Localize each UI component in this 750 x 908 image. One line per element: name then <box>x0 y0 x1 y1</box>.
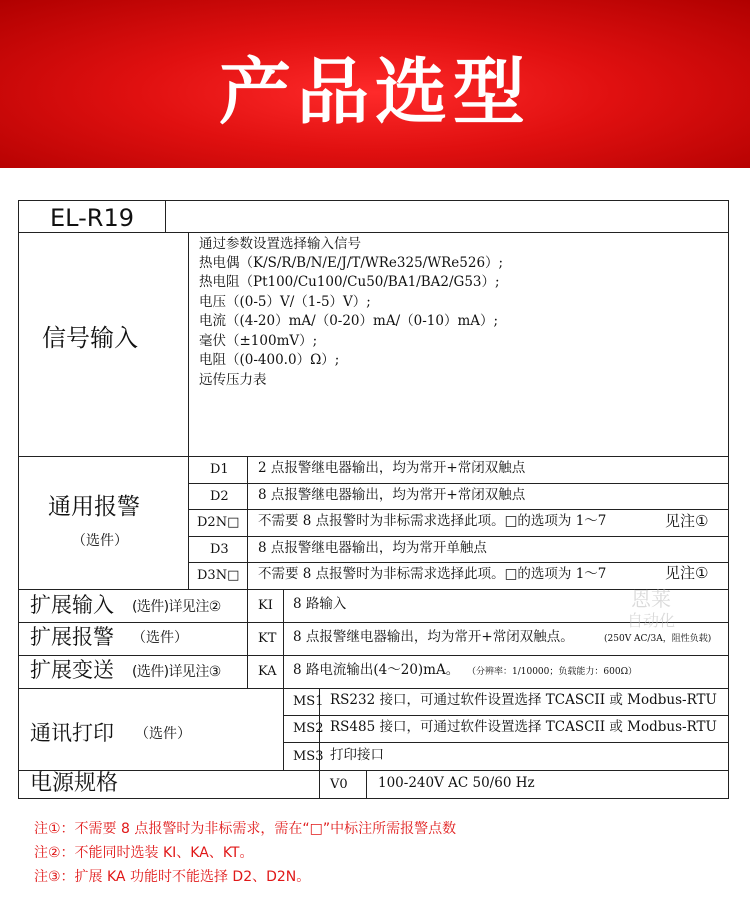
model-label: EL-R19 <box>50 204 134 232</box>
signal-line: 通过参数设置选择输入信号 <box>199 236 361 252</box>
ext-alarm-optional: （选件） <box>132 630 188 646</box>
ext-transmit-spec: （分辨率：1/10000；负载能力：600Ω） <box>467 667 638 677</box>
ext-input-title: 扩展输入 <box>30 593 114 617</box>
general-alarm-optional: （选件） <box>72 533 128 549</box>
power-code: V0 <box>330 777 348 792</box>
alarm-desc: 8 点报警继电器输出，均为常开单触点 <box>258 540 487 556</box>
comm-code: MS3 <box>293 749 324 764</box>
comm-desc: RS232 接口，可通过软件设置选择 TCASCII 或 Modbus-RTU <box>330 692 717 708</box>
comm-desc: RS485 接口，可通过软件设置选择 TCASCII 或 Modbus-RTU <box>330 719 717 735</box>
comm-print-optional: （选件） <box>135 726 191 742</box>
general-alarm-title: 通用报警 <box>48 494 140 520</box>
page-title: 产品选型 <box>218 50 531 134</box>
footnote: 注②：不能同时选装 KI、KA、KT。 <box>34 845 254 861</box>
signal-line: 热电偶（K/S/R/B/N/E/J/T/WRe325/WRe526）; <box>199 255 504 271</box>
comm-print-title: 通讯打印 <box>30 721 114 745</box>
alarm-code: D3N□ <box>197 568 240 583</box>
alarm-code: D2 <box>210 489 229 504</box>
signal-line: 电压（(0-5）V/（1-5）V）; <box>199 294 371 310</box>
ext-alarm-spec: (250V AC/3A，阻性负载) <box>604 634 712 644</box>
ext-input-desc: 8 路输入 <box>293 596 347 612</box>
signal-input-title: 信号输入 <box>42 324 138 352</box>
watermark-logo: 恩莱 自动化 <box>626 587 675 630</box>
signal-line: 电阻（(0-400.0）Ω）; <box>199 352 340 368</box>
ext-transmit-note: (选件)详见注③ <box>132 664 221 680</box>
note-reference: 见注① <box>665 564 709 582</box>
ext-alarm-desc: 8 点报警继电器输出，均为常开+常闭双触点。 <box>293 629 574 645</box>
ext-transmit-code: KA <box>258 664 277 679</box>
signal-line: 毫伏（±100mV）; <box>199 333 318 349</box>
ext-alarm-title: 扩展报警 <box>30 625 114 649</box>
ext-alarm-code: KT <box>258 631 277 646</box>
alarm-code: D1 <box>210 462 229 477</box>
signal-line: 电流（(4-20）mA/（0-20）mA/（0-10）mA）; <box>199 313 499 329</box>
comm-code: MS2 <box>293 721 324 736</box>
power-title: 电源规格 <box>30 771 119 796</box>
alarm-desc: 不需要 8 点报警时为非标需求选择此项。□的选项为 1～7 <box>258 566 607 582</box>
alarm-desc: 8 点报警继电器输出，均为常开+常闭双触点 <box>258 487 526 503</box>
ext-transmit-title: 扩展变送 <box>30 658 114 682</box>
comm-code: MS1 <box>293 694 324 709</box>
ext-input-code: KI <box>258 598 273 613</box>
ext-transmit-desc: 8 路电流输出(4～20)mA。 <box>293 662 460 678</box>
alarm-desc: 不需要 8 点报警时为非标需求选择此项。□的选项为 1～7 <box>258 513 607 529</box>
signal-line: 远传压力表 <box>199 372 267 388</box>
alarm-desc: 2 点报警继电器输出，均为常开+常闭双触点 <box>258 460 526 476</box>
signal-line: 热电阻（Pt100/Cu100/Cu50/BA1/BA2/G53）; <box>199 274 500 290</box>
power-desc: 100-240V AC 50/60 Hz <box>378 775 535 791</box>
alarm-code: D3 <box>210 542 229 557</box>
comm-desc: 打印接口 <box>330 747 384 763</box>
alarm-code: D2N□ <box>197 515 240 530</box>
note-reference: 见注① <box>665 512 709 530</box>
footnote: 注①：不需要 8 点报警时为非标需求，需在“□”中标注所需报警点数 <box>34 821 457 837</box>
footnote: 注③：扩展 KA 功能时不能选择 D2、D2N。 <box>34 869 311 885</box>
ext-input-note: (选件)详见注② <box>132 599 221 615</box>
